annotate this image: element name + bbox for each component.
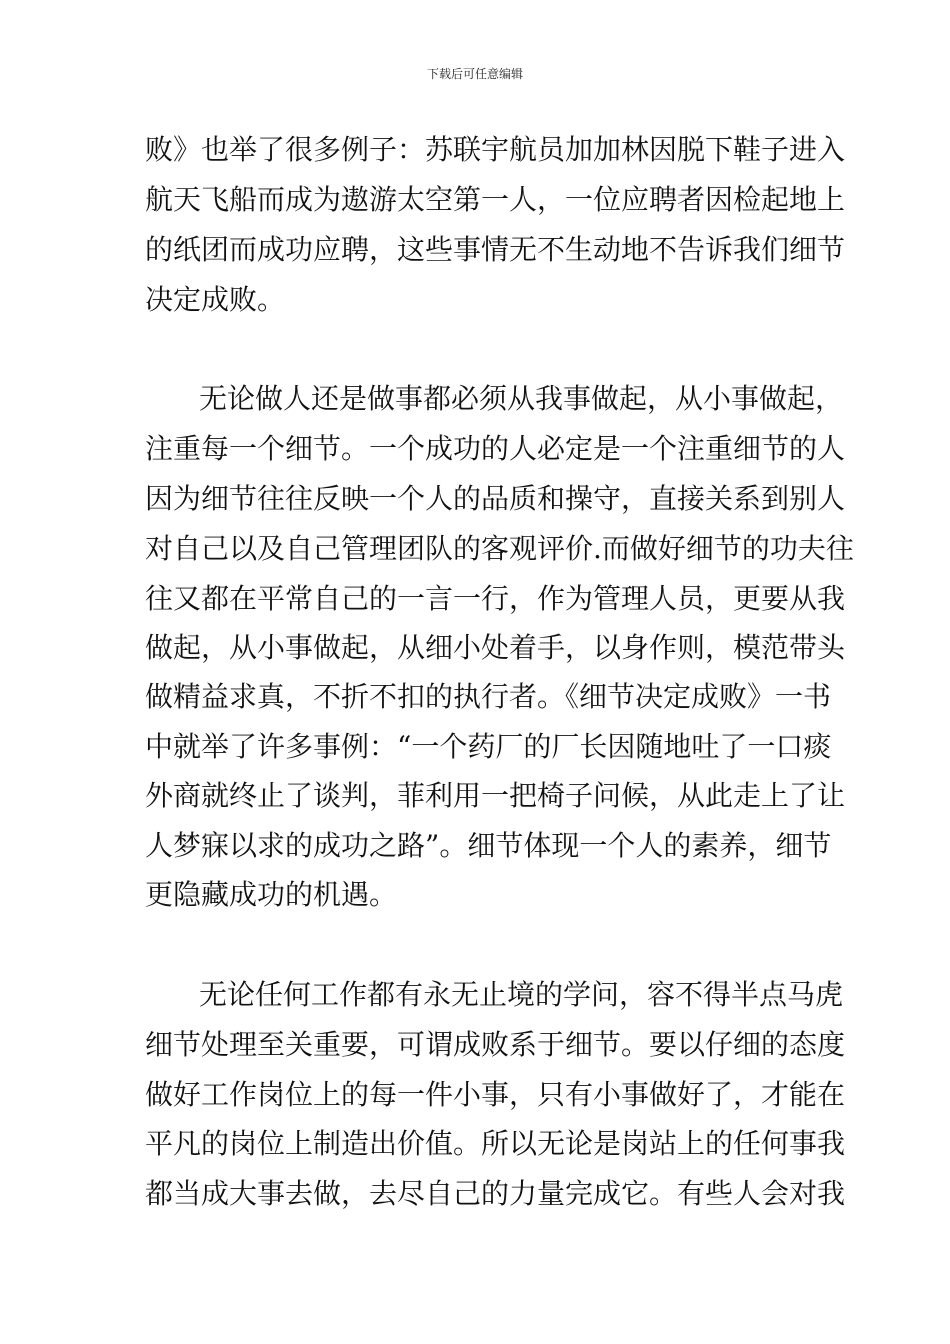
paragraph-3-line-3: 做好工作岗位上的每一件小事，只有小事做好了，才能在	[145, 1078, 846, 1111]
paragraph-2-line-4: 对自己以及自己管理团队的客观评价.而做好细节的功夫往	[145, 532, 854, 565]
paragraph-2-line-6: 做起，从小事做起，从细小处着手，以身作则，模范带头	[145, 631, 846, 664]
paragraph-2-line-10: 人梦寐以求的成功之路”。细节体现一个人的素养，细节	[145, 829, 832, 862]
paragraph-3-line-5: 都当成大事去做，去尽自己的力量完成它。有些人会对我	[145, 1177, 846, 1210]
paragraph-3-line-2: 细节处理至关重要，可谓成败系于细节。要以仔细的态度	[145, 1028, 846, 1061]
page-header: 下载后可任意编辑	[426, 67, 523, 81]
paragraph-2-line-5: 往又都在平常自己的一言一行，作为管理人员，更要从我	[145, 582, 846, 615]
paragraph-2-line-11: 更隐藏成功的机遇。	[145, 878, 398, 911]
paragraph-1-line-1: 败》也举了很多例子：苏联宇航员加加林因脱下鞋子进入	[145, 133, 846, 166]
paragraph-2-line-8: 中就举了许多事例：“一个药厂的厂长因随地吐了一口痰	[145, 730, 832, 763]
paragraph-3-line-1: 无论任何工作都有永无止境的学问，容不得半点马虎	[199, 978, 844, 1011]
paragraph-2-line-9: 外商就终止了谈判，菲利用一把椅子问候，从此走上了让	[145, 779, 846, 812]
paragraph-1-line-3: 的纸团而成功应聘，这些事情无不生动地不告诉我们细节	[145, 233, 846, 266]
paragraph-2-line-2: 注重每一个细节。一个成功的人必定是一个注重细节的人	[145, 432, 846, 465]
paragraph-1-line-2: 航天飞船而成为遨游太空第一人，一位应聘者因检起地上	[145, 183, 846, 216]
paragraph-2-line-3: 因为细节往往反映一个人的品质和操守，直接关系到别人	[145, 482, 846, 515]
paragraph-1-line-4: 决定成败。	[145, 283, 286, 316]
paragraph-2-line-7: 做精益求真，不折不扣的执行者。《细节决定成败》一书	[145, 680, 832, 713]
paragraph-3-line-4: 平凡的岗位上制造出价值。所以无论是岗站上的任何事我	[145, 1127, 846, 1160]
paragraph-2-line-1: 无论做人还是做事都必须从我事做起，从小事做起，	[199, 382, 844, 415]
